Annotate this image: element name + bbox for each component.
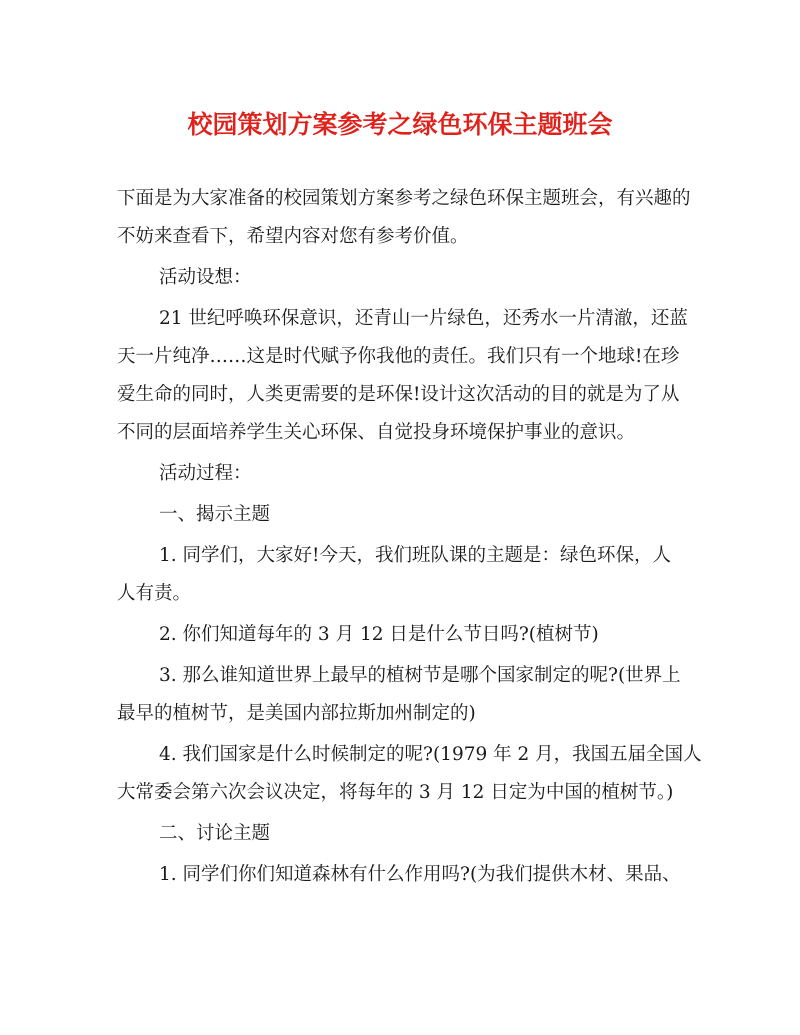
text-line: 3. 那么谁知道世界上最早的植树节是哪个国家制定的呢?(世界上: [159, 665, 681, 686]
text-line: 不妨来查看下，希望内容对您有参考价值。: [117, 226, 469, 247]
section-heading-activity-process: [117, 455, 689, 493]
document-title: 校园策划方案参考之绿色环保主题班会: [187, 110, 613, 139]
text-line: 大常委会第六次会议决定，将每年的 3 月 12 日定为中国的植树节。): [117, 782, 674, 803]
text-line: 天一片纯净……这是时代赋予你我他的责任。我们只有一个地球!在珍: [117, 346, 680, 367]
discussion-item-1: [117, 856, 689, 894]
list-item-1: [117, 537, 689, 613]
text-line: 1. 同学们，大家好!今天，我们班队课的主题是：绿色环保，人: [159, 545, 671, 566]
text-line: 二、讨论主题: [159, 823, 271, 844]
list-item-2: [117, 616, 689, 654]
text-line: 下面是为大家准备的校园策划方案参考之绿色环保主题班会，有兴趣的: [117, 188, 691, 209]
list-item-4: [117, 736, 702, 812]
text-line: 不同的层面培养学生关心环保、自觉投身环境保护事业的意识。: [117, 422, 636, 443]
text-line: 人有责。: [117, 583, 192, 604]
text-line: 一、揭示主题: [159, 504, 271, 525]
text-line: 4. 我们国家是什么时候制定的呢?(1979 年 2 月，我国五届全国人: [159, 744, 702, 765]
text-line: 最早的植树节，是美国内部拉斯加州制定的): [117, 703, 476, 724]
paragraph-intro: [117, 180, 689, 256]
section-heading-reveal-theme: [117, 496, 689, 534]
text-line: 活动设想：: [159, 267, 252, 288]
paragraph-activity-idea: [117, 300, 689, 452]
text-line: 1. 同学们你们知道森林有什么作用吗?(为我们提供木材、果品、: [159, 864, 681, 885]
document-body: [117, 180, 702, 897]
text-line: 21 世纪呼唤环保意识，还青山一片绿色，还秀水一片清澈，还蓝: [159, 308, 688, 329]
text-line: 2. 你们知道每年的 3 月 12 日是什么节日吗?(植树节): [159, 624, 599, 645]
list-item-3: [117, 657, 689, 733]
text-line: 爱生命的同时，人类更需要的是环保!设计这次活动的目的就是为了从: [117, 384, 680, 405]
section-heading-activity-idea: [117, 259, 689, 297]
section-heading-discuss-theme: [117, 815, 689, 853]
text-line: 活动过程：: [159, 463, 252, 484]
